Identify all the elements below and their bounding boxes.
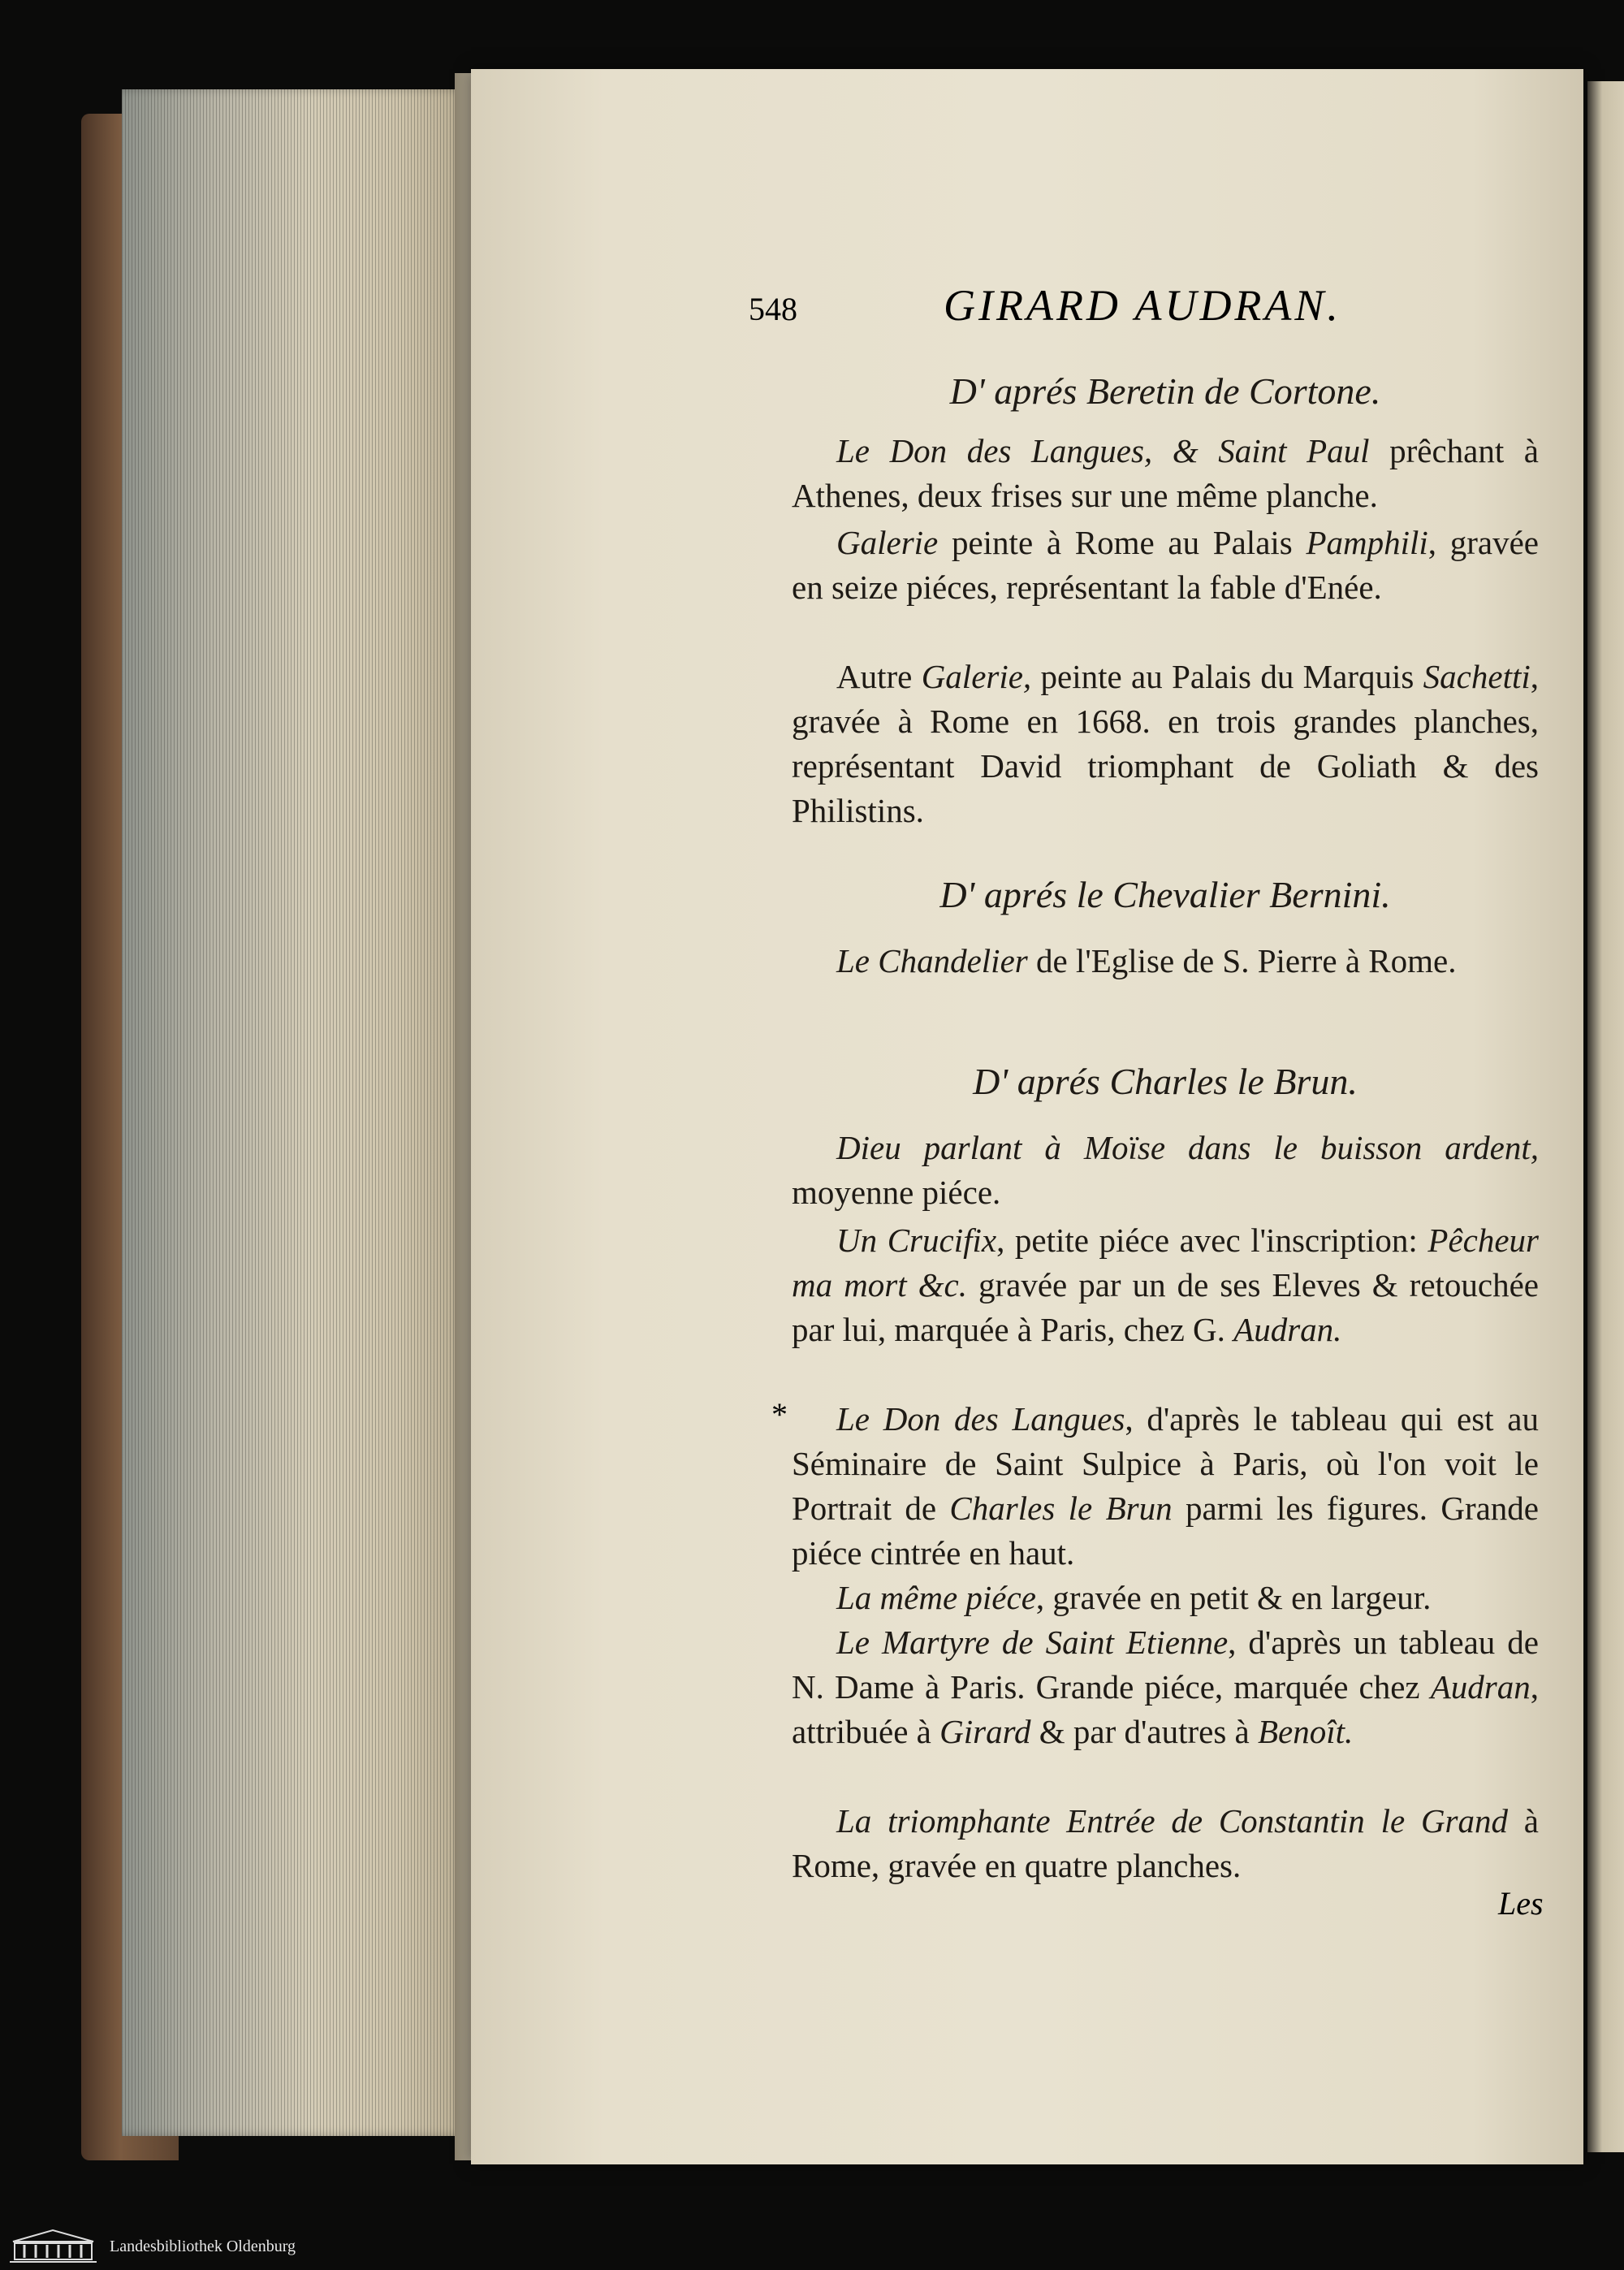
paragraph: Le Don des Langues, & Saint Paul prêchant à Athenes, deux frises sur une même planche.	[792, 432, 1539, 514]
paragraph: Le Don des Langues, d'après le tableau qui est au Séminaire de Saint Sulpice à Paris, où l'on voit le Portrait de Charles le Brun parmi les figures. Grande piéce cintrée en haut.	[792, 1400, 1539, 1572]
paragraph: Dieu parlant à Moïse dans le buisson ardent, moyenne piéce.	[792, 1129, 1539, 1211]
catchword: Les	[1498, 1885, 1544, 1922]
paragraph: Le Martyre de Saint Etienne, d'après un tableau de N. Dame à Paris. Grande piéce, marquée chez Audran, attribuée à Girard & par d'autres à Benoît.	[792, 1624, 1539, 1750]
page-edges	[122, 89, 467, 2136]
running-title: GIRARD AUDRAN.	[944, 281, 1341, 330]
marginal-asterisk: *	[771, 1396, 788, 1433]
page-number: 548	[749, 291, 797, 327]
paragraph: Galerie peinte à Rome au Palais Pamphili, gravée en seize piéces, représentant la fable d'Enée.	[792, 524, 1540, 606]
library-name: Landesbibliothek Oldenburg	[110, 2238, 296, 2255]
page-header	[749, 280, 1415, 337]
section-heading: D' aprés le Chevalier Bernini.	[939, 874, 1391, 915]
paragraph: Le Chandelier de l'Eglise de S. Pierre à Rome.	[836, 942, 1457, 979]
section-heading: D' aprés Beretin de Cortone.	[949, 370, 1381, 412]
paragraph: Autre Galerie, peinte au Palais du Marquis Sachetti, gravée à Rome en 1668. en trois grandes planches, représentant David triomphant de Goliath & des Philistins.	[792, 658, 1539, 829]
section-heading: D' aprés Charles le Brun.	[973, 1061, 1358, 1102]
paragraph: La triomphante Entrée de Constantin le Grand à Rome, gravée en quatre planches.	[792, 1802, 1539, 1884]
library-building-icon	[6, 2227, 100, 2264]
paragraph: La même piéce, gravée en petit & en largeur.	[836, 1579, 1432, 1616]
facing-page-edge	[1587, 81, 1624, 2152]
paragraph: Un Crucifix, petite piéce avec l'inscription: Pêcheur ma mort &c. gravée par un de ses Eleves & retouchée par lui, marquée à Paris, chez G. Audran.	[792, 1221, 1540, 1348]
